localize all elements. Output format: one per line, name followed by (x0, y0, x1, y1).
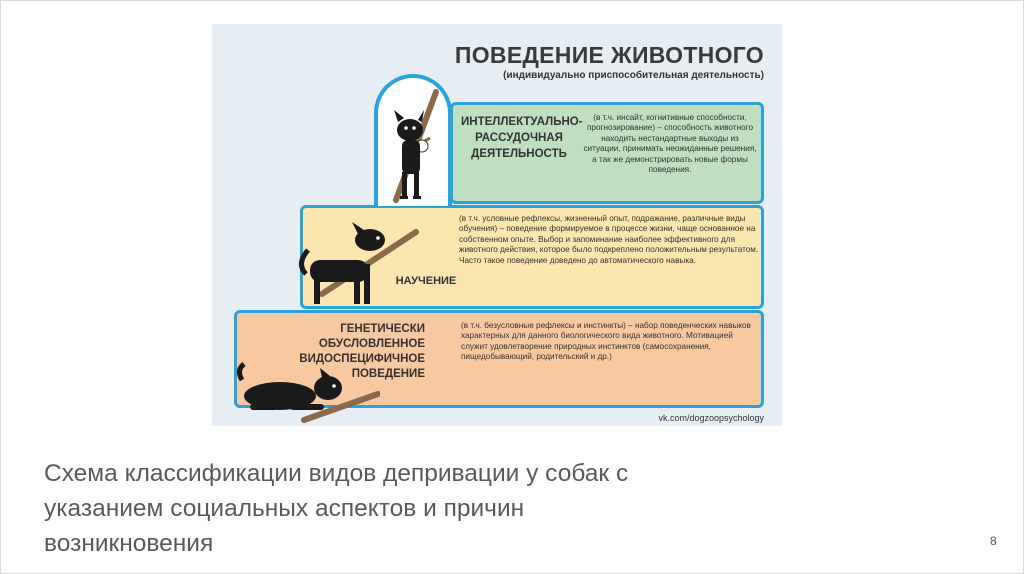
lying-dog-icon (230, 358, 380, 426)
level-intellect-label: ИНТЕЛЛЕКТУАЛЬНО- РАССУДОЧНАЯ ДЕЯТЕЛЬНОСТЬ (461, 116, 583, 160)
credit-text: vk.com/dogzoopsychology (658, 413, 764, 423)
level-learning-label: НАУЧЕНИЕ (395, 275, 457, 287)
level-genetic-label: ГЕНЕТИЧЕСКИ ОБУСЛОВЛЕННОЕ ВИДОСПЕЦИФИЧНОЕ ПОВЕДЕНИЕ (299, 323, 425, 380)
diagram-subtitle: (индивидуально приспособительная деятельность) (503, 70, 764, 81)
level-intellect-box (450, 102, 764, 204)
level-intellect-description: (в т.ч. инсайт, когнитивные способности, прогнозирование) – способность животного находить нестандартные выходы из ситуации, принимать неожиданные решения, а так же демонстрировать новые формы поведения. (583, 113, 757, 175)
level-learning-description: (в т.ч. условные рефлексы, жизненный опыт, подражание, различные виды обучения) – поведение формируемое в процессе жизни, чаще основанное на собственном опыте. Выбор и запоминание наиболее эффективного для животного действия, которое было подкреплено положительным результатом. Часто такое поведение доведено до автоматического навыка. (459, 214, 759, 265)
page-number: 8 (990, 534, 997, 548)
level-genetic-description: (в т.ч. безусловные рефлексы и инстинкты) – набор поведенческих навыков характерных для данного биологического вида животного. Мотивацией служит удовлетворение природных инстинктов (самосохранения, пищедобывающий, родительский и др.) (461, 321, 751, 362)
diagram-title: ПОВЕДЕНИЕ ЖИВОТНОГО (454, 42, 764, 68)
slide-caption: Схема классификации видов депривации у собак с указанием социальных аспектов и причин возникновения (44, 460, 629, 557)
sitting-dog-icon (292, 220, 422, 310)
behavior-diagram (212, 24, 782, 426)
standing-dog-icon (378, 88, 450, 206)
